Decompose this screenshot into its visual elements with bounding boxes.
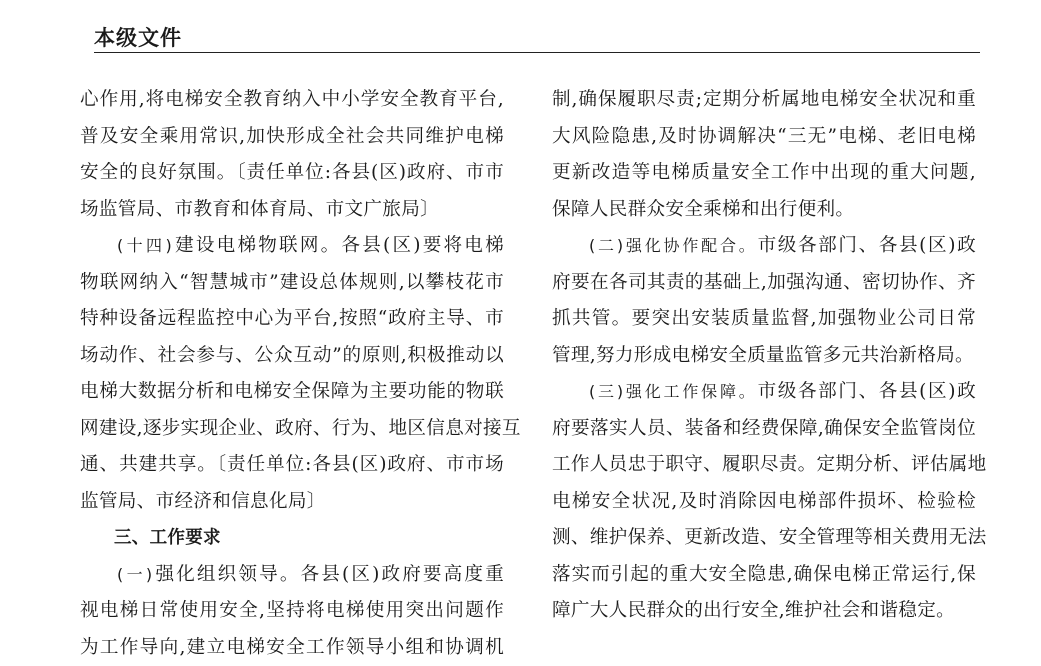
text-line: 抓共管。要突出安装质量监督,加强物业公司日常: [552, 301, 976, 338]
left-column: [80, 82, 504, 666]
text-line: 建设电梯物联网。各县(区)要将电梯: [173, 235, 504, 256]
text-line: 为工作导向,建立电梯安全工作领导小组和协调机: [80, 630, 504, 666]
paragraph-first-line: [80, 228, 504, 265]
text-line: 工作人员忠于职守、履职尽责。定期分析、评估属地: [552, 447, 976, 484]
text-line: 府要落实人员、装备和经费保障,确保安全监管岗位: [552, 411, 976, 448]
right-column: [552, 82, 976, 630]
text-line: 电梯大数据分析和电梯安全保障为主要功能的物联: [80, 374, 504, 411]
page-header: [94, 26, 980, 53]
section-heading: 三、工作要求: [80, 520, 504, 557]
text-line: 保障人民群众安全乘梯和出行便利。: [552, 192, 976, 229]
text-line: 监管局、市经济和信息化局〕: [80, 484, 504, 521]
text-line: 制,确保履职尽责;定期分析属地电梯安全状况和重: [552, 82, 976, 119]
text-line: 管理,努力形成电梯安全质量监管多元共治新格局。: [552, 338, 976, 375]
section-title: 本级文件: [94, 26, 182, 50]
text-line: 普及安全乘用常识,加快形成全社会共同维护电梯: [80, 119, 504, 156]
text-line: 场动作、社会参与、公众互动”的原则,积极推动以: [80, 338, 504, 375]
text-line: 安全的良好氛围。〔责任单位:各县(区)政府、市市: [80, 155, 504, 192]
sub-heading-label: (三)强化工作保障。: [589, 382, 758, 401]
text-line: 障广大人民群众的出行安全,维护社会和谐稳定。: [552, 593, 976, 630]
text-line: 通、共建共享。〔责任单位:各县(区)政府、市市场: [80, 447, 504, 484]
paragraph-first-line: [552, 374, 976, 411]
text-line: 更新改造等电梯质量安全工作中出现的重大问题,: [552, 155, 976, 192]
text-line: 市级各部门、各县(区)政: [758, 381, 976, 402]
text-line: 物联网纳入“智慧城市”建设总体规则,以攀枝花市: [80, 265, 504, 302]
text-line: 测、维护保养、更新改造、安全管理等相关费用无法: [552, 520, 976, 557]
paragraph-first-line: [552, 228, 976, 265]
text-line: 心作用,将电梯安全教育纳入中小学安全教育平台,: [80, 82, 504, 119]
text-line: 视电梯日常使用安全,坚持将电梯使用突出问题作: [80, 593, 504, 630]
text-line: 市级各部门、各县(区)政: [758, 235, 976, 256]
sub-heading-label: (一): [117, 565, 154, 584]
text-line: 强化组织领导。各县(区)政府要高度重: [154, 564, 504, 585]
text-line: 场监管局、市教育和体育局、市文广旅局〕: [80, 192, 504, 229]
sub-heading-label: (二)强化协作配合。: [589, 236, 758, 255]
text-line: 电梯安全状况,及时消除因电梯部件损坏、检验检: [552, 484, 976, 521]
text-line: 特种设备远程监控中心为平台,按照“政府主导、市: [80, 301, 504, 338]
paragraph-first-line: [80, 557, 504, 594]
text-line: 府要在各司其责的基础上,加强沟通、密切协作、齐: [552, 265, 976, 302]
text-line: 网建设,逐步实现企业、政府、行为、地区信息对接互: [80, 411, 504, 448]
text-line: 大风险隐患,及时协调解决“三无”电梯、老旧电梯: [552, 119, 976, 156]
sub-heading-label: (十四): [117, 236, 173, 255]
text-line: 落实而引起的重大安全隐患,确保电梯正常运行,保: [552, 557, 976, 594]
